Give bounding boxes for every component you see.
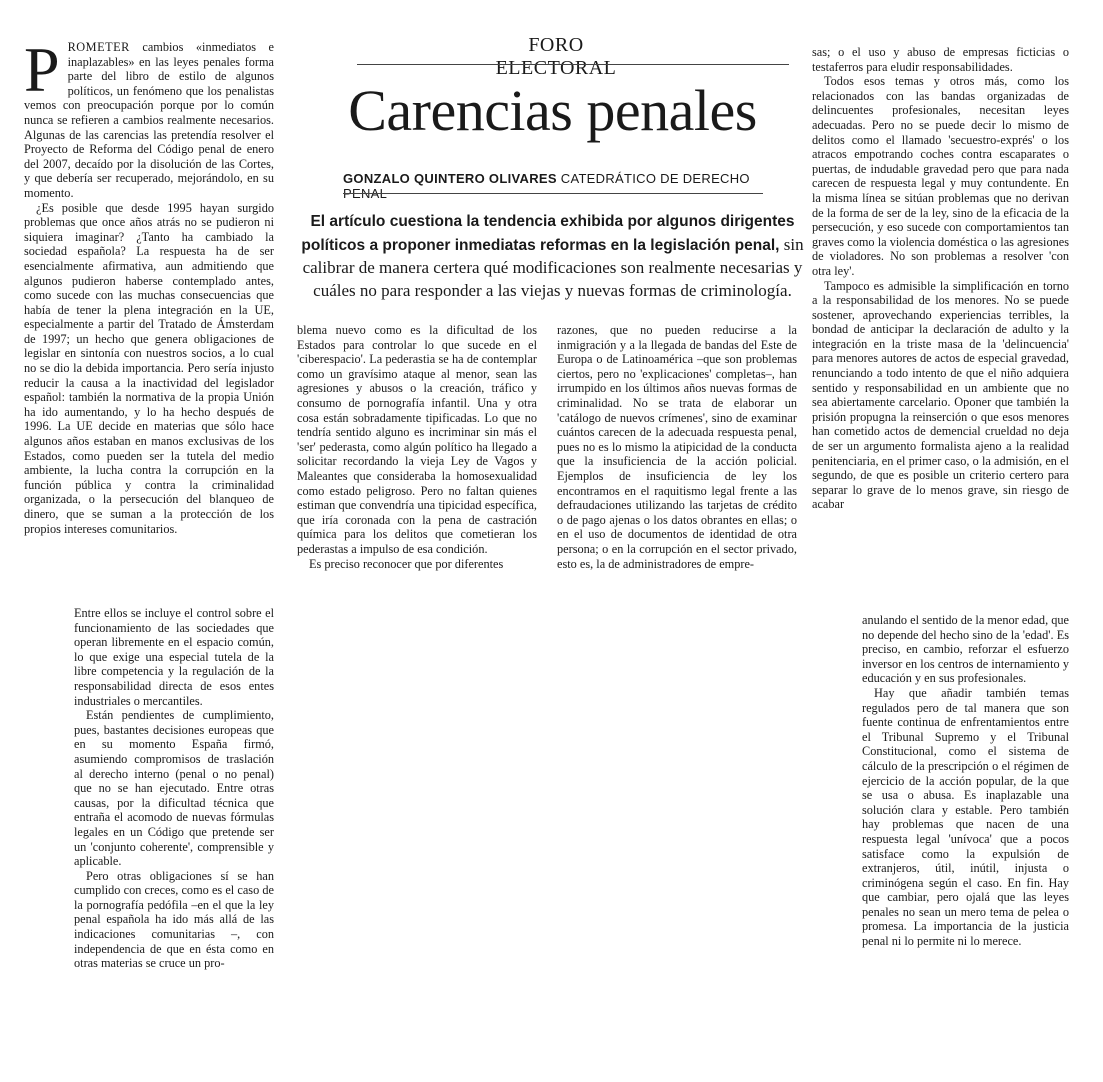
byline-rule (343, 193, 763, 194)
paragraph: Pero otras obligaciones sí se han cumplido con creces, como es el caso de la pornografía pedófila –en el que la ley penal española ha ido más allá de las indicaciones comunitarias –, con independencia de que en ésta como en otras materias se cruce un pro- (74, 868, 274, 971)
paragraph: anulando el sentido de la menor edad, que no depende del hecho sino de la 'edad'. Es preciso, en cambio, reforzar el esfuerzo inversor en los centros de internamiento y educación y en sus profesionales. (862, 613, 1069, 686)
author-name: GONZALO QUINTERO OLIVARES (343, 171, 557, 186)
headline: Carencias penales (348, 78, 757, 143)
paragraph: Están pendientes de cumplimiento, pues, bastantes decisiones europeas que en su momento España firmó, asumiendo compromisos de traslación al derecho interno (penal o no penal) que no se han ejecutado. Entre otras causas, por la dificultad técnica que entraña el acomodo de nuevas fórmulas legales en un Código que pretende ser un 'conjunto coherente', comprensible y aplicable. (74, 708, 274, 869)
drop-cap: P (24, 34, 60, 105)
column-4 (812, 45, 1069, 512)
byline (343, 171, 763, 201)
section-label: FORO ELECTORAL (495, 34, 617, 79)
paragraph-text: cambios «inmediatos e inaplazables» en las leyes penales forma parte del libro de estilo de algunos políticos, un fenómeno que los penalistas vemos con preocupación porque por lo común nunca se refieren a cambios realmente necesarios. Algunas de las carencias las pretendía resolver el Proyecto de Reforma del Código penal de enero del 2007, decaído por la disolución de las Cortes, y que debería ser recuperado, mejorándolo, en su momento. (24, 40, 274, 200)
paragraph: Entre ellos se incluye el control sobre el funcionamiento de las sociedades que operan libremente en el espacio común, lo que exige una especial tutela de la libre competencia y la regulación de la responsabilidad directa de esos entes industriales o mercantiles. (74, 606, 274, 708)
paragraph: sas; o el uso y abuso de empresas ficticias o testaferros para eludir responsabilidades. (812, 45, 1069, 74)
column-1 (24, 34, 274, 536)
paragraph: blema nuevo como es la dificultad de los Estados para controlar lo que sucede en el 'ciberespacio'. La pederastia se ha de contemplar como un gravísimo ataque al menor, sean las agresiones y abusos o la creación, tráfico y consumo de pornografía infantil. Una y otra cosa están sobradamente tipificadas. Lo que no tendría sentido alguno es incriminar sin más el 'ser' pederasta, como algún político ha llegado a solicitar recordando la vieja Ley de Vagos y Maleantes que consideraba la homosexualidad como estado peligroso. Pero no faltan quienes estiman que convendría una tipicidad específica, que iría coronada con la pena de castración química para los delitos que cometieran los pederastas a impulso de esa condición. (297, 323, 537, 556)
lead-caps: ROMETER (67, 40, 130, 54)
paragraph: Hay que añadir también temas regulados pero de tal manera que son fuente continua de enfrentamientos entre el Tribunal Supremo y el Tribunal Constitucional, como el sistema de cálculo de la prescripción o el régimen de ejercicio de la acción popular, de la que se usa o abusa. Es inaplazable una solución clara y estable. Pero también hay problemas que nacen de una respuesta legal 'unívoca' que a pocos satisface como la expulsión de extranjeros, útil, inútil, injusta o criminógena según el caso. En fin. Hay que cambiar, pero ojalá que las leyes penales no sean un mero tema de pelea o promesa. La importancia de la justicia penal ni lo permite ni lo merece. (862, 685, 1069, 949)
paragraph (24, 34, 274, 201)
paragraph: ¿Es posible que desde 1995 hayan surgido problemas que once años atrás no se pudieron ni siquiera imaginar? ¿Tanto ha cambiado la sociedad española? La respuesta ha de ser esencialmente afirmativa, aun admitiendo que algunos pudieron haberse contemplado antes, como sucede con las muchas consecuencias que había de tener la plena integración en la UE, especialmente a partir del Tratado de Ámsterdam de 1997; un hecho que genera obligaciones de legislar en sintonía con nuestros socios, a lo cual no se dio la debida importancia. Pero sería injusto reducir la causa a la inactividad del legislador español: también la normativa de la propia Unión ha ido aumentando, y lo ha hecho después de 1996. La UE decide en materias que sólo hace algunos años estaban en manos exclusivas de los Estados, como pueden ser la tutela del medio ambiente, la lucha contra la corrupción en la función pública y contra la criminalidad organizada, o la persecución del blanqueo de dinero, que se suman a la protección de los propios intereses comunitarios. (24, 200, 274, 536)
column-1-lower (74, 606, 274, 971)
column-2 (297, 323, 537, 571)
lede-bold: El artículo cuestiona la tendencia exhibida por algunos dirigentes políticos a proponer inmediatas reformas en la legislación penal, (301, 213, 795, 254)
section-rule (357, 64, 789, 65)
author-role: CATEDRÁTICO DE DERECHO PENAL (343, 171, 750, 201)
paragraph: Es preciso reconocer que por diferentes (309, 556, 504, 571)
lede-regular: sin calibrar de manera certera qué modificaciones son realmente necesarias y cuáles no para responder a las viejas y nuevas formas de criminología. (302, 234, 804, 300)
paragraph: razones, que no pueden reducirse a la inmigración y a la llegada de bandas del Este de Europa o de Latinoamérica –que son problemas ciertos, pero no 'explicaciones' completas–, han irrumpido en los últimos años nuevas formas de criminalidad. No se trata de elaborar un 'catálogo de nuevos crímenes', sino de examinar cuántos carecen de la adecuada respuesta penal, pues no es lo mismo la atipicidad de la conducta que la insuficiencia de la acción policial. Ejemplos de insuficiencia de ley los encontramos en el raquitismo legal frente a las defraudaciones utilizando las tarjetas de crédito o de pago ajenas o los datos obrantes en ellas; o en el uso de documentos de identidad de otra persona; o en la corrupción en el sector privado, esto es, la de administradores de empre- (557, 323, 797, 571)
paragraph: Tampoco es admisible la simplificación en torno a la responsabilidad de los menores. No se puede sostener, aprovechando experiencias terribles, la bondad de anticipar la declaración de adulto y la integración en la triste masa de la 'delincuencia' para menores autores de actos de especial gravedad, renunciando a todo intento de que el niño adquiera sentido y responsabilidad en un ambiente que no sea abiertamente carcelario. Oponer que también la prisión propugna la reinserción o que esos menores han cometido actos de demencial crueldad no deja de ser un argumento formalista ajeno a la realidad penitenciaria, en el primer caso, o la admisión, en el segundo, de que es posible un criterio certero para separar lo grave de lo menos grave, sin riesgo de acabar (812, 278, 1069, 512)
column-4-lower (862, 613, 1069, 949)
column-3 (557, 323, 797, 571)
lede (300, 210, 805, 302)
paragraph: Todos esos temas y otros más, como los relacionados con las bandas organizadas de delincuentes profesionales, necesitan leyes adecuadas. Pero no se puede decir lo mismo de delitos como el llamado 'secuestro-exprés' o los atracos empotrando coches contra escaparates o puertas, de indudable gravedad pero que para nada carecen de respuesta legal y muy contundente. En la misma línea se sitúan problemas que no derivan de la forma de ser de la ley, sino de la eficacia de la persecución, y eso sucede con comportamientos tan graves como la violencia doméstica o las agresiones de violadores. No son problemas a resolver 'con otra ley'. (812, 74, 1069, 278)
